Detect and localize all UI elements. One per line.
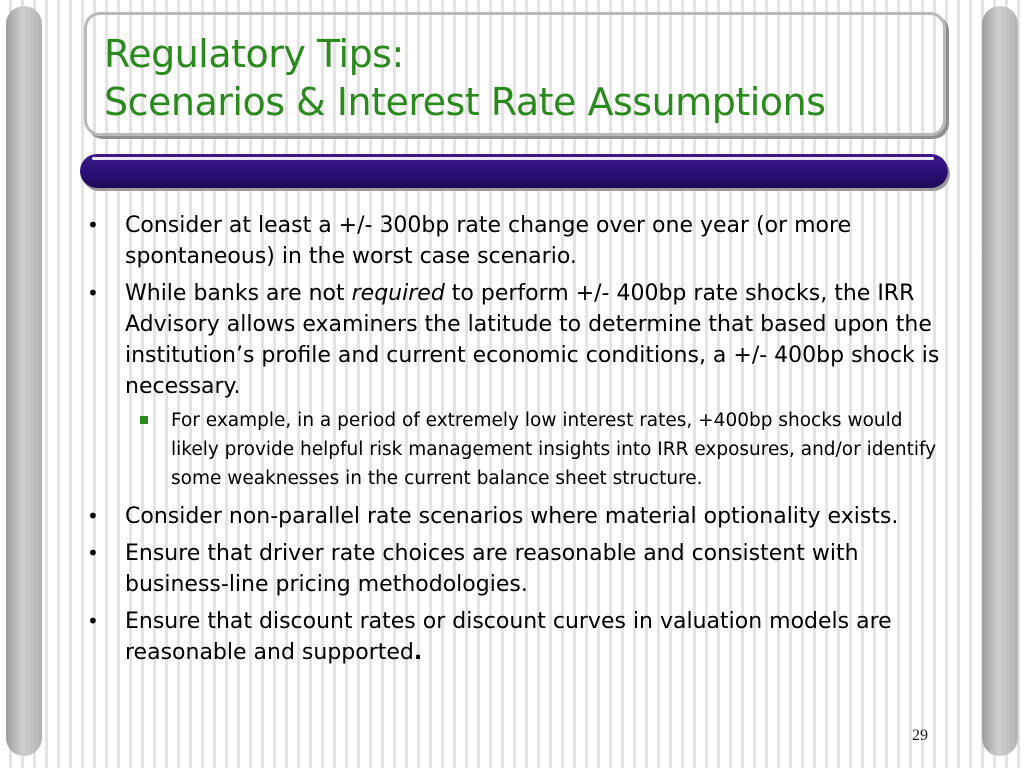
bullet-marker: •: [87, 213, 99, 237]
sub-bullet-item: [84, 406, 944, 493]
bullet-item: [84, 538, 944, 600]
bullet-text-start: While banks are not: [125, 281, 352, 306]
left-decorative-bar: [6, 6, 42, 756]
title-line-2: Scenarios & Interest Rate Assumptions: [104, 80, 826, 124]
bullet-text: Consider at least a +/- 300bp rate change over one year (or more spontaneous) in the worst case scenario.: [125, 213, 852, 269]
slide-body: [84, 210, 944, 674]
bullet-text: Ensure that discount rates or discount curves in valuation models are reasonable and supported: [125, 609, 892, 665]
title-line-1: Regulatory Tips:: [104, 32, 404, 76]
bullet-emphasis: required: [351, 281, 445, 306]
bullet-marker: •: [87, 504, 99, 528]
right-decorative-bar: [982, 6, 1018, 756]
divider-highlight: [92, 157, 934, 160]
square-bullet-icon: [140, 416, 148, 424]
bullet-text: Ensure that driver rate choices are reasonable and consistent with business-line pricing methodologies.: [125, 541, 859, 597]
bullet-end-period: .: [413, 640, 423, 665]
bullet-text-end: to perform +/- 400bp rate shocks, the IRR Advisory allows examiners the latitude to determine that based upon the institution’s profile and current economic conditions, a +/- 400bp shock is necessary.: [125, 281, 940, 399]
bullet-item: [84, 606, 944, 668]
bullet-item: [84, 210, 944, 272]
bullet-item: [84, 278, 944, 402]
bullet-marker: •: [87, 281, 99, 305]
bullet-marker: •: [87, 609, 99, 633]
bullet-text: Consider non-parallel rate scenarios where material optionality exists.: [125, 504, 899, 529]
bullet-item: [84, 501, 944, 532]
page-number: 29: [912, 727, 928, 744]
slide-title: [104, 30, 934, 126]
bullet-marker: •: [87, 541, 99, 565]
sub-bullet-text: For example, in a period of extremely low interest rates, +400bp shocks would likely provide helpful risk management insights into IRR exposures, and/or identify some weaknesses in the current balance sheet structure.: [171, 410, 937, 489]
